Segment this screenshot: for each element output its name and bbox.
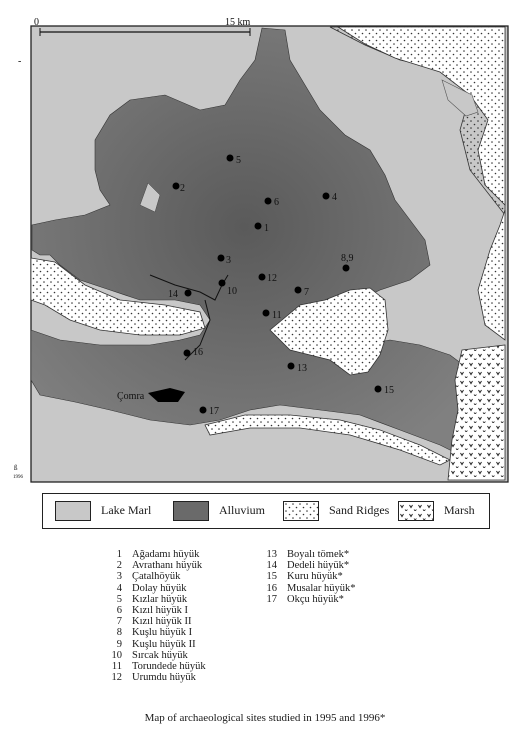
site-number: 16 bbox=[266, 582, 277, 594]
site-list-item bbox=[255, 571, 356, 582]
site-list-item bbox=[100, 549, 206, 560]
site-number: 10 bbox=[111, 649, 122, 661]
scale-end-label: 15 km bbox=[225, 17, 251, 28]
site-name: Urumdu hüyük bbox=[132, 672, 196, 684]
site-number: 1 bbox=[116, 549, 122, 560]
svg-text:1996: 1996 bbox=[13, 475, 23, 480]
site-list-item bbox=[100, 672, 206, 683]
site-list-item bbox=[100, 605, 206, 616]
site-number: 7 bbox=[116, 616, 122, 628]
svg-text:15: 15 bbox=[384, 385, 394, 396]
site-name: Dedeli hüyük* bbox=[287, 560, 350, 572]
site-name: Kızıl hüyük I bbox=[132, 604, 188, 616]
map-legend bbox=[42, 493, 490, 529]
site-number: 8 bbox=[116, 627, 122, 639]
site-name: Kızıl hüyük II bbox=[132, 616, 192, 628]
site-name: Ağadamı hüyük bbox=[132, 549, 200, 560]
svg-text:2: 2 bbox=[180, 183, 185, 194]
svg-text:14: 14 bbox=[168, 289, 178, 300]
site-name: Boyalı tömek* bbox=[287, 549, 350, 560]
alluvium-swatch bbox=[173, 501, 209, 521]
site-name: Çatalhöyük bbox=[132, 571, 181, 583]
svg-text:-: - bbox=[18, 56, 22, 67]
svg-text:1: 1 bbox=[264, 223, 269, 234]
legend-label: Sand Ridges bbox=[329, 503, 390, 517]
site-list-item bbox=[255, 594, 356, 605]
legend-label: Lake Marl bbox=[101, 503, 152, 517]
sand-swatch bbox=[283, 501, 319, 521]
marsh-swatch bbox=[398, 501, 434, 521]
svg-text:11: 11 bbox=[272, 310, 282, 321]
site-name: Dolay hüyük bbox=[132, 582, 187, 594]
svg-text:8,9: 8,9 bbox=[341, 253, 354, 264]
site-name: Avrathanı hüyük bbox=[132, 560, 203, 572]
site-list-item bbox=[100, 661, 206, 672]
site-number: 13 bbox=[266, 549, 277, 560]
site-list-item bbox=[100, 583, 206, 594]
map-caption: Map of archaeological sites studied in 1995 and 1996* bbox=[144, 712, 386, 724]
svg-text:12: 12 bbox=[267, 273, 277, 284]
scale-start-label: 0 bbox=[34, 17, 39, 28]
site-number: 17 bbox=[266, 593, 277, 605]
site-name: Musalar hüyük* bbox=[287, 582, 356, 594]
site-number: 5 bbox=[116, 593, 122, 605]
site-name: Kuşlu hüyük II bbox=[132, 638, 196, 650]
site-list-item bbox=[100, 594, 206, 605]
svg-text:3: 3 bbox=[226, 255, 231, 266]
site-list-right bbox=[255, 549, 356, 605]
site-list-item bbox=[255, 583, 356, 594]
site-number: 2 bbox=[116, 560, 122, 572]
site-name: Kızlar hüyük bbox=[132, 593, 188, 605]
site-list-item bbox=[100, 639, 206, 650]
site-name: Torundede hüyük bbox=[132, 660, 206, 672]
site-number: 11 bbox=[111, 660, 122, 672]
site-name: Okçu hüyük* bbox=[287, 593, 344, 605]
site-number: 6 bbox=[116, 604, 122, 616]
site-number: 4 bbox=[116, 582, 122, 594]
site-number: 3 bbox=[116, 571, 122, 583]
svg-text:10: 10 bbox=[227, 286, 237, 297]
site-list-item bbox=[255, 560, 356, 571]
site-number: 14 bbox=[266, 560, 277, 572]
svg-text:17: 17 bbox=[209, 406, 219, 417]
lake-marl-swatch bbox=[55, 501, 91, 521]
site-list-item bbox=[100, 650, 206, 661]
site-list-item bbox=[100, 571, 206, 582]
site-name: Kuşlu hüyük I bbox=[132, 627, 193, 639]
site-name: Sırcak hüyük bbox=[132, 649, 188, 661]
svg-text:13: 13 bbox=[297, 363, 307, 374]
legend-label: Marsh bbox=[444, 503, 475, 517]
site-name: Kuru hüyük* bbox=[287, 571, 343, 583]
svg-text:6: 6 bbox=[274, 197, 279, 208]
svg-text:7: 7 bbox=[304, 287, 309, 298]
site-list-item bbox=[100, 616, 206, 627]
svg-text:4: 4 bbox=[332, 192, 337, 203]
corner-mark: ß bbox=[14, 464, 18, 472]
site-number: 9 bbox=[116, 638, 122, 650]
site-list-item bbox=[255, 549, 356, 560]
site-number: 12 bbox=[111, 672, 122, 684]
town-label: Çomra bbox=[117, 391, 145, 402]
site-list-item bbox=[100, 627, 206, 638]
site-number: 15 bbox=[266, 571, 277, 583]
svg-text:16: 16 bbox=[193, 347, 203, 358]
legend-label: Alluvium bbox=[219, 503, 266, 517]
svg-text:5: 5 bbox=[236, 155, 241, 166]
site-list-item bbox=[100, 560, 206, 571]
site-list-left bbox=[100, 549, 206, 683]
